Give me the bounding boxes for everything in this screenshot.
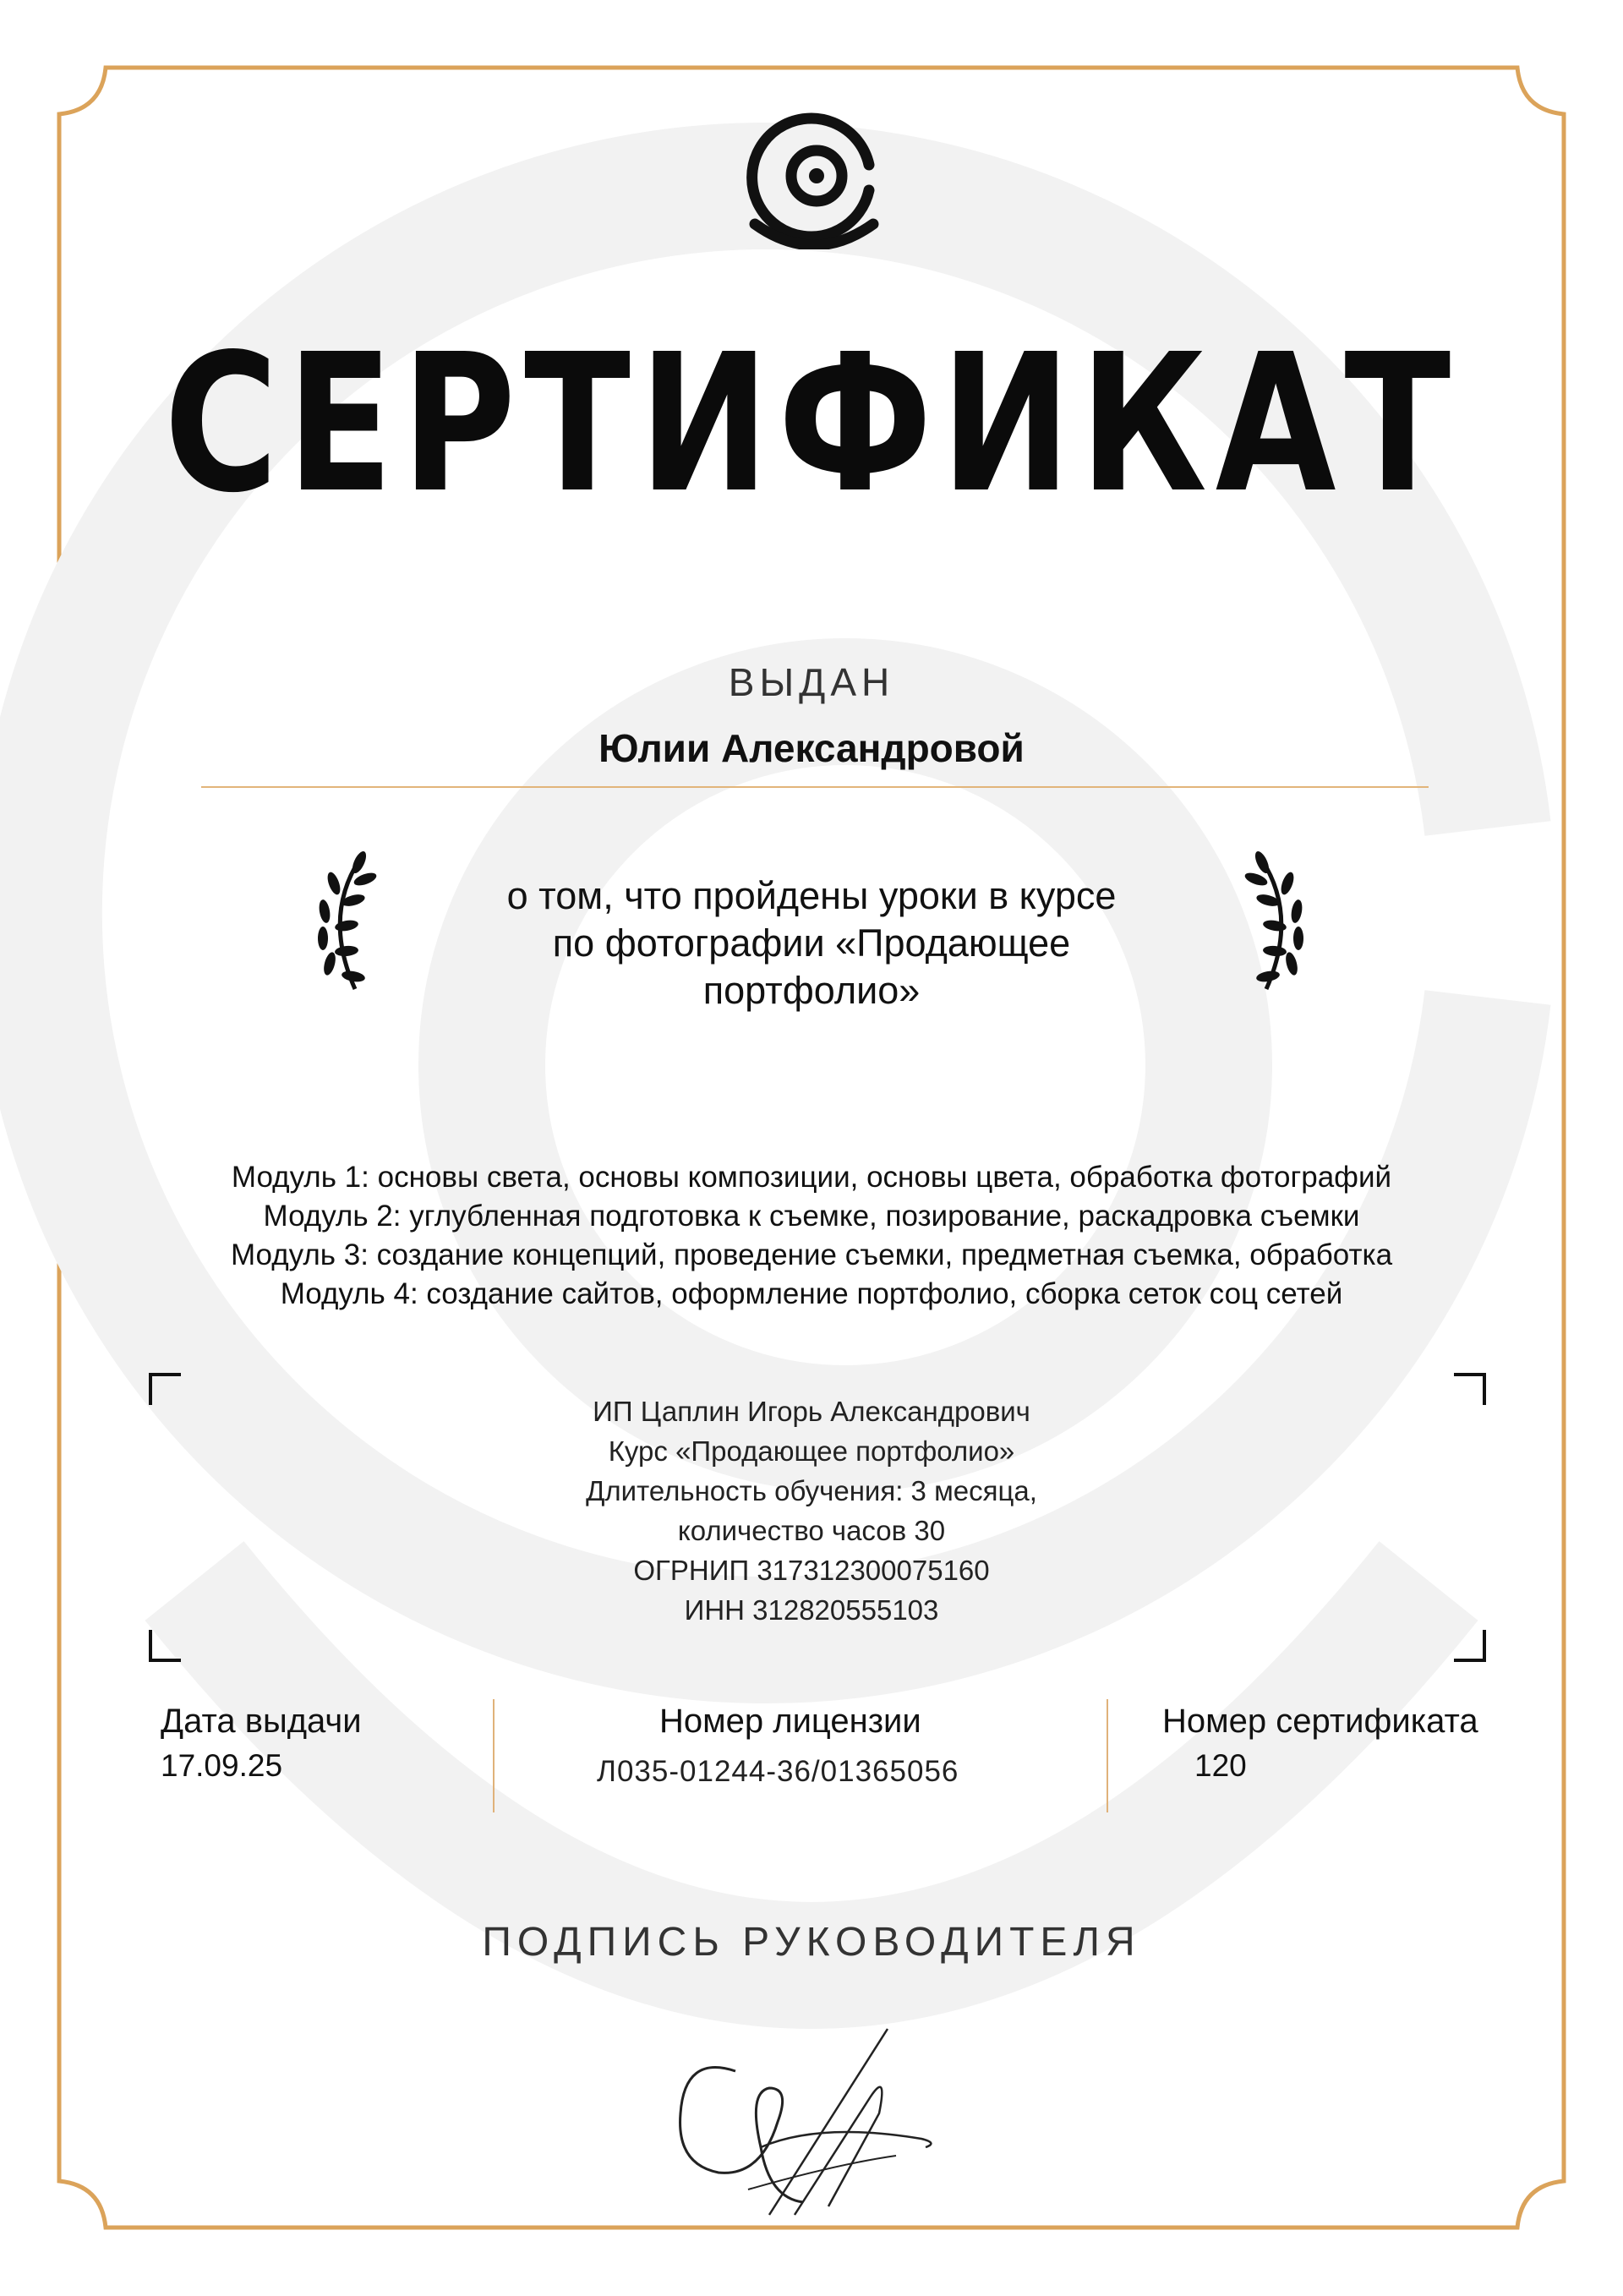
module-list xyxy=(0,1158,1623,1314)
completion-statement xyxy=(0,872,1623,1014)
handwritten-signature xyxy=(668,2020,947,2223)
corner-mark-bottom-left xyxy=(149,1630,181,1662)
module-item: Модуль 2: углубленная подготовка к съемке, позирование, раскадровка съемки xyxy=(263,1200,1360,1233)
column-divider xyxy=(1107,1699,1108,1812)
corner-mark-bottom-right xyxy=(1454,1630,1486,1662)
recipient-name: Юлии Александровой xyxy=(598,726,1025,770)
license-number-label: Номер лицензии xyxy=(659,1703,921,1740)
issued-label: ВЫДАН xyxy=(728,660,895,704)
organization-info xyxy=(0,1391,1623,1630)
column-divider xyxy=(493,1699,495,1812)
module-item: Модуль 3: создание концепций, проведение съемки, предметная съемка, обработка xyxy=(230,1238,1393,1271)
statement-line: по фотографии «Продающее xyxy=(552,921,1071,965)
certificate-title: СЕРТИФИКАТ xyxy=(163,314,1460,535)
org-info-line: ИП Цаплин Игорь Александрович xyxy=(593,1396,1030,1427)
org-info-line: ОГРНИП 317312300075160 xyxy=(633,1555,990,1586)
signature-label: ПОДПИСЬ РУКОВОДИТЕЛЯ xyxy=(482,1920,1141,1965)
module-item: Модуль 1: основы света, основы композиции, основы цвета, обработка фотографий xyxy=(231,1161,1392,1194)
issue-date-label: Дата выдачи xyxy=(161,1703,362,1740)
org-info-line: количество часов 30 xyxy=(677,1515,946,1546)
eye-c-logo-icon xyxy=(742,110,886,249)
issue-date-value: 17.09.25 xyxy=(161,1748,283,1783)
statement-line: портфолио» xyxy=(702,969,921,1012)
org-info-line: Курс «Продающее портфолио» xyxy=(608,1435,1015,1467)
module-item: Модуль 4: создание сайтов, оформление портфолио, сборка сеток соц сетей xyxy=(280,1277,1343,1310)
org-info-line: Длительность обучения: 3 месяца, xyxy=(586,1475,1037,1506)
license-number-value: Л035-01244-36/01365056 xyxy=(597,1755,959,1788)
org-info-line: ИНН 312820555103 xyxy=(684,1594,939,1626)
certificate-number-label: Номер сертификата xyxy=(1162,1703,1478,1740)
statement-line: о том, что пройдены уроки в курсе xyxy=(506,874,1117,917)
name-underline xyxy=(201,786,1429,788)
certificate-number-value: 120 xyxy=(1194,1748,1247,1783)
